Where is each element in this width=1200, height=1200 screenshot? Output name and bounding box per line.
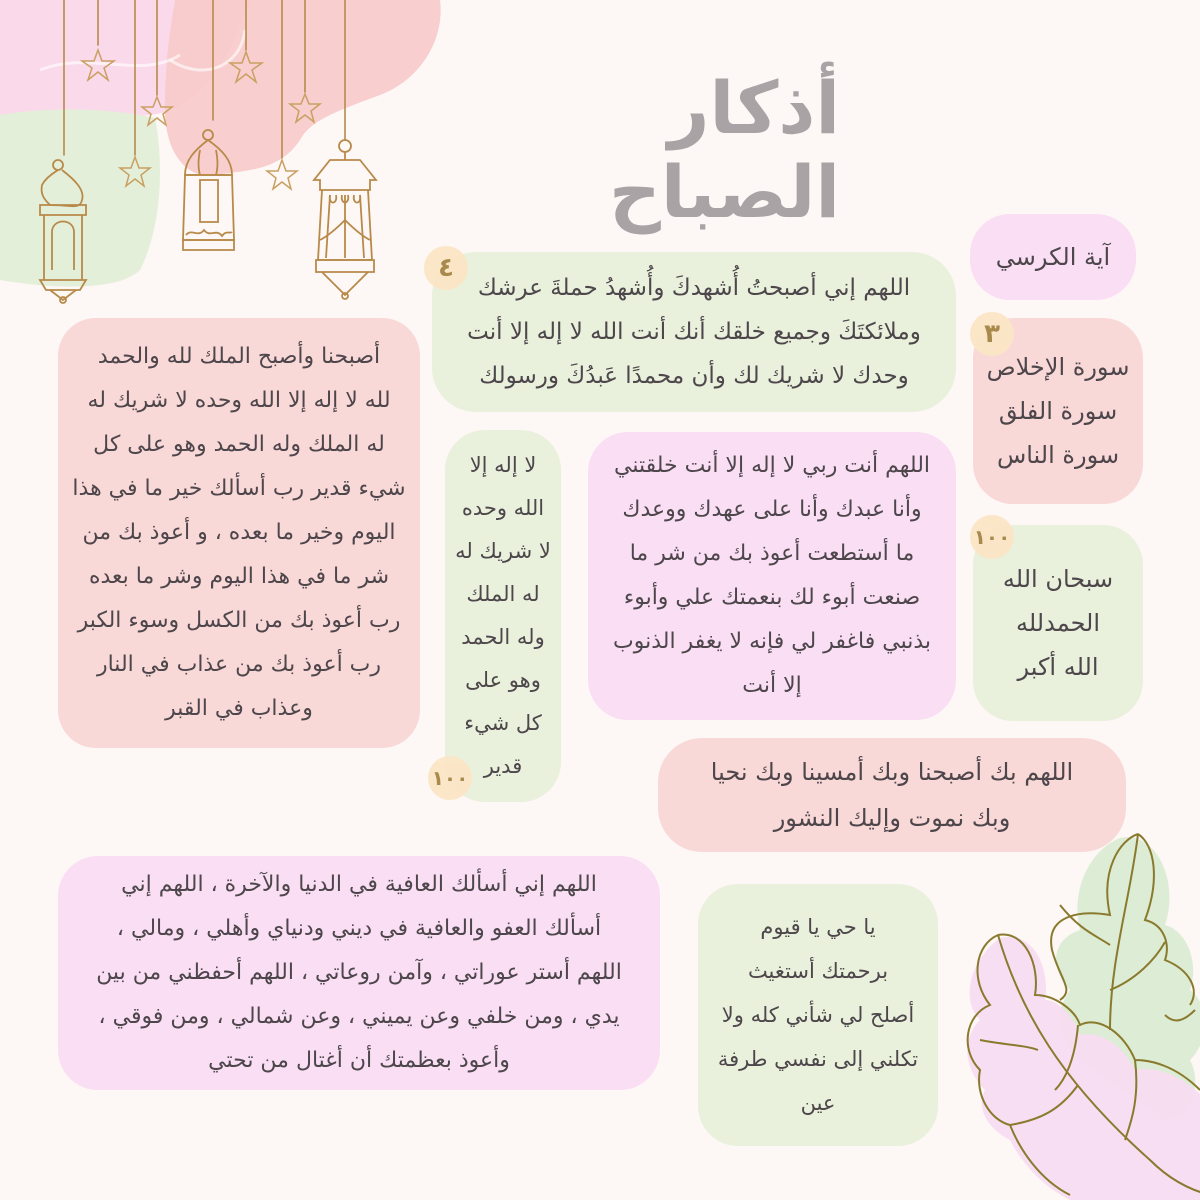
card-asbahna (58, 318, 420, 748)
card-text-line: برحمتك أستغيث (747, 959, 889, 983)
card-text-line: وملائكتَكَ وجميع خلقك أنك أنت الله لا إله إلا أنت (467, 319, 921, 345)
card-text-line: الحمدلله (1015, 609, 1101, 637)
card-text-line: اللهم بك أصبحنا وبك أمسينا وبك نحيا (710, 758, 1074, 786)
count-badge: ٣ (970, 312, 1014, 356)
card-text-line: بذنبي فاغفر لي فإنه لا يغفر الذنوب (613, 629, 932, 654)
card-text-line: لله لا إله إلا الله وحده لا شريك له (87, 388, 391, 413)
card-text-line: سبحان الله (1002, 565, 1114, 593)
count-badge: ١٠٠ (428, 756, 472, 800)
card-text-line: اللهم أستر عوراتي ، وآمن روعاتي ، اللهم أحفظني من بين (96, 960, 622, 985)
card-text-line: وأنا عبدك وأنا على عهدك ووعدك (622, 497, 922, 522)
card-text-line: الله وحده (461, 496, 545, 520)
card-text-line: وهو على (465, 668, 541, 692)
card-text-line: ما أستطعت أعوذ بك من شر ما (629, 541, 915, 566)
card-text-line: قدير (483, 754, 523, 778)
card-text-line: وحدك لا شريك لك وأن محمدًا عَبدُكَ ورسولك (479, 363, 909, 389)
card-text-line: الله أكبر (1017, 653, 1099, 681)
card-text-line: آية الكرسي (995, 243, 1111, 271)
card-text-line: له الملك (466, 582, 540, 606)
card-text-line: رب أعوذ بك من الكسل وسوء الكبر (77, 608, 401, 633)
card-text-line: عين (800, 1091, 836, 1115)
card-bika-asbahna (658, 738, 1126, 852)
card-text-line: شر ما في هذا اليوم وشر ما بعده (88, 564, 390, 589)
card-text-line: يدي ، ومن خلفي وعن يميني ، وعن شمالي ، ومن فوقي ، (98, 1004, 620, 1029)
card-text-line: كل شيء (464, 711, 542, 735)
card-text-line: صنعت أبوء لك بنعمتك علي وأبوء (623, 585, 921, 610)
card-text-line: سورة الفلق (998, 397, 1118, 425)
card-text-line: لا إله إلا (469, 453, 537, 477)
card-text-line: وبك نموت وإليك النشور (773, 804, 1011, 832)
card-text-line: سورة الإخلاص (986, 353, 1130, 381)
card-text-line: شيء قدير رب أسألك خير ما في هذا (72, 476, 406, 501)
card-ayat-kursi (970, 214, 1136, 300)
card-ashhaduka (432, 252, 956, 412)
card-ya-hayy (698, 884, 938, 1146)
card-text-line: سورة الناس (996, 441, 1120, 469)
card-tahlil (445, 430, 561, 802)
card-text-line: اليوم وخير ما بعده ، و أعوذ بك من (82, 520, 396, 545)
page-title: أذكار الصباح (609, 66, 840, 234)
count-badge: ١٠٠ (970, 515, 1014, 559)
card-text-line: وأعوذ بعظمتك أن أغتال من تحتي (208, 1048, 510, 1073)
card-text-line: إلا أنت (742, 673, 802, 698)
card-text-line: لا شريك له (455, 539, 551, 563)
card-text-line: أصبحنا وأصبح الملك لله والحمد (97, 344, 381, 369)
card-text-line: اللهم أنت ربي لا إله إلا أنت خلقتني (613, 453, 931, 478)
card-text-line: تكلني إلى نفسي طرفة (717, 1047, 919, 1071)
card-afiyah (58, 856, 660, 1090)
card-text-line: وله الحمد (461, 625, 545, 649)
card-text-line: يا حي يا قيوم (760, 915, 876, 939)
card-text-line: رب أعوذ بك من عذاب في النار (96, 652, 382, 677)
card-text-line: اللهم إني أسألك العافية في الدنيا والآخرة ، اللهم إني (121, 872, 597, 897)
card-text-line: له الملك وله الحمد وهو على كل (93, 432, 385, 457)
count-badge: ٤ (424, 246, 468, 290)
card-text-line: اللهم إني أصبحتُ أُشهدكَ وأُشهدُ حملةَ عرشك (477, 275, 911, 301)
card-text-line: أسألك العفو والعافية في ديني ودنياي وأهلي ، ومالي ، (116, 916, 602, 941)
card-text-line: وعذاب في القبر (165, 696, 313, 721)
card-sayyid-istighfar (588, 432, 956, 720)
card-text-line: أصلح لي شأني كله ولا (721, 1003, 915, 1027)
